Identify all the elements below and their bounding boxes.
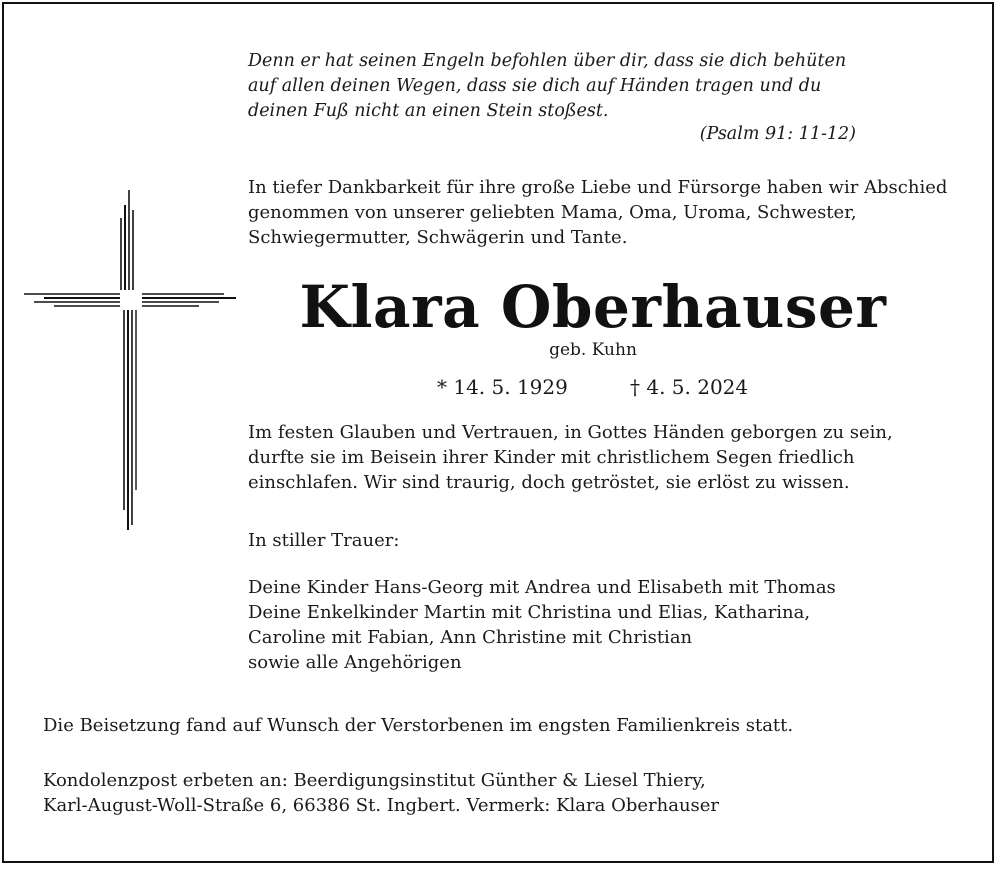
verse-line: deinen Fuß nicht an einen Stein stoßest. <box>248 101 609 121</box>
verse-reference: (Psalm 91: 11-12) <box>699 124 856 144</box>
faith-text: Im festen Glauben und Vertrauen, in Gottes Händen geborgen zu sein, durfte sie im Beisein ihrer Kinder mit christlichem Segen friedlich einschlafen. Wir sind traurig, doch getröstet, sie erlöst zu wissen. <box>248 422 893 493</box>
burial-note: Die Beisetzung fand auf Wunsch der Verstorbenen im engsten Familienkreis statt. <box>43 715 794 736</box>
intro-text: In tiefer Dankbarkeit für ihre große Liebe und Fürsorge haben wir Abschied genommen von unserer geliebten Mama, Oma, Uroma, Schwester, Schwiegermutter, Schwägerin und Tante. <box>248 177 948 248</box>
family-list: Deine Kinder Hans-Georg mit Andrea und Elisabeth mit Thomas Deine Enkelkinder Martin mit Christina und Elias, Katharina, Caroline mit Fabian, Ann Christine mit Christian sowie alle Angehörigen <box>248 577 836 673</box>
verse-line: auf allen deinen Wegen, dass sie dich auf Händen tragen und du <box>248 76 822 96</box>
bible-verse <box>248 49 888 124</box>
deceased-name: Klara Oberhauser <box>299 273 887 341</box>
mourning-heading: In stiller Trauer: <box>248 530 400 551</box>
maiden-name: geb. Kuhn <box>549 340 637 360</box>
verse-line: Denn er hat seinen Engeln befohlen über dir, dass sie dich behüten <box>248 51 847 71</box>
death-date: † 4. 5. 2024 <box>630 375 749 399</box>
birth-date: * 14. 5. 1929 <box>437 375 568 399</box>
cross-icon <box>24 190 236 530</box>
condolence-note: Kondolenzpost erbeten an: Beerdigungsinstitut Günther & Liesel Thiery, Karl-August-Woll-Straße 6, 66386 St. Ingbert. Vermerk: Klara Oberhauser <box>43 770 720 816</box>
